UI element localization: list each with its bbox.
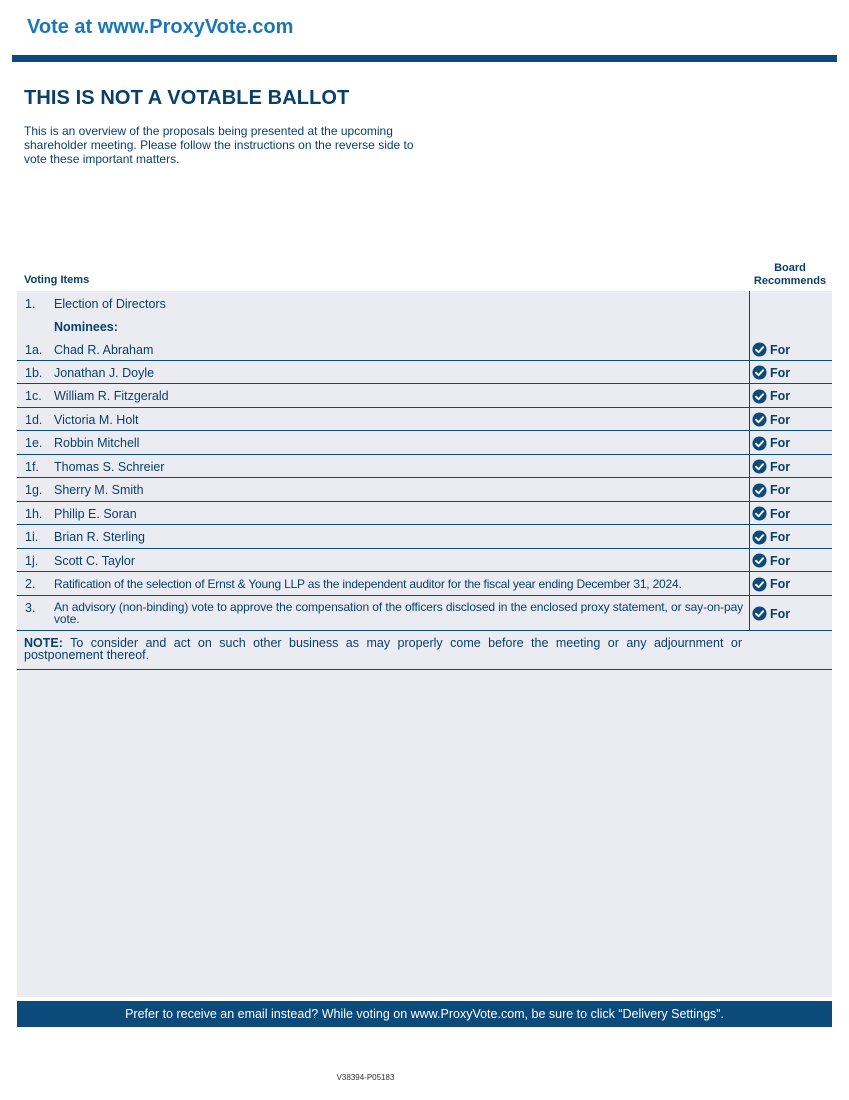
item-text: Scott C. Taylor	[54, 553, 136, 568]
recommendation-label: For	[770, 365, 791, 380]
item-text: Ratification of the selection of Ernst & Young LLP as the independent auditor for the fiscal year ending December 31, 2024.	[54, 577, 682, 591]
table-row	[17, 526, 832, 549]
recommendation-label: For	[770, 459, 791, 474]
recommendation-label: For	[770, 606, 791, 621]
recommendation-label: For	[770, 342, 791, 357]
table-row	[17, 362, 832, 384]
table-row	[17, 339, 832, 361]
item-number: 1i.	[25, 530, 39, 544]
header-divider	[12, 55, 837, 62]
item-text: Robbin Mitchell	[54, 436, 140, 450]
recommendation-label: For	[770, 553, 791, 568]
table-row	[17, 317, 832, 336]
board-recommends-line2: Recommends	[753, 275, 827, 287]
item-text: Philip E. Soran	[54, 506, 137, 521]
board-recommends-header	[749, 262, 831, 288]
recommendation-label: For	[770, 436, 791, 450]
item-number: 1b.	[25, 365, 43, 380]
check-circle-icon	[752, 436, 767, 451]
item-text: Brian R. Sterling	[54, 530, 146, 544]
recommendation	[752, 553, 790, 568]
table-row	[17, 432, 832, 455]
item-number: 1f.	[25, 459, 39, 474]
recommendation-label: For	[770, 506, 791, 521]
table-row	[17, 503, 832, 525]
table-row	[17, 550, 832, 572]
item-text: William R. Fitzgerald	[54, 389, 169, 403]
item-text: Thomas S. Schreier	[54, 459, 165, 474]
table-row	[17, 294, 832, 313]
recommendation-label: For	[770, 483, 791, 497]
recommendation-label: For	[770, 577, 791, 591]
note-body: To consider and act on such other business as may properly come before the meeting or any adjournment or postponement thereof.	[24, 636, 742, 662]
check-circle-icon	[752, 553, 767, 568]
item-number: 1h.	[25, 506, 43, 521]
table-row	[17, 385, 832, 408]
item-text: Jonathan J. Doyle	[54, 365, 155, 380]
check-circle-icon	[752, 577, 767, 592]
recommendation	[752, 459, 790, 474]
item-number: 1a.	[25, 342, 43, 357]
item-number: 1e.	[25, 436, 43, 450]
table-row	[17, 456, 832, 478]
check-circle-icon	[752, 342, 767, 357]
check-circle-icon	[752, 389, 767, 404]
check-circle-icon	[752, 412, 767, 427]
document-code: V38394-P05183	[336, 1073, 395, 1082]
item-number: 1g.	[25, 483, 43, 497]
item-text: Victoria M. Holt	[54, 412, 139, 427]
item-number: 1j.	[25, 553, 39, 568]
table-row	[17, 409, 832, 431]
item-text: Sherry M. Smith	[54, 483, 144, 497]
item-number: 1.	[25, 296, 36, 311]
check-circle-icon	[752, 506, 767, 521]
item-text: Election of Directors	[54, 296, 166, 311]
check-circle-icon	[752, 365, 767, 380]
table-row	[17, 573, 832, 596]
recommendation	[752, 342, 790, 357]
voting-items-header: Voting Items	[24, 274, 90, 286]
item-number: 1d.	[25, 412, 43, 427]
check-circle-icon	[752, 483, 767, 498]
recommendation-label: For	[770, 530, 791, 544]
recommendation	[752, 436, 790, 451]
item-text: An advisory (non-binding) vote to approve the compensation of the officers disclosed in the enclosed proxy statement, or say-on-pay vote.	[54, 600, 744, 626]
note-text	[24, 637, 742, 661]
table-row	[17, 479, 832, 502]
note-divider	[17, 669, 832, 670]
item-number: 2.	[25, 577, 36, 591]
recommendation	[752, 389, 790, 404]
check-circle-icon	[752, 459, 767, 474]
recommendation	[752, 530, 790, 545]
intro-text: This is an overview of the proposals being presented at the upcoming shareholder meeting. Please follow the instructions on the reverse side to vote these important matters.	[24, 124, 414, 166]
recommendation	[752, 506, 790, 521]
page-title: THIS IS NOT A VOTABLE BALLOT	[24, 87, 350, 109]
nominees-heading: Nominees:	[54, 319, 118, 334]
item-text: Chad R. Abraham	[54, 342, 154, 357]
recommendation	[752, 606, 790, 621]
board-recommends-line1: Board	[774, 262, 806, 274]
item-number: 3.	[25, 601, 36, 615]
recommendation	[752, 412, 790, 427]
recommendation	[752, 577, 790, 592]
brand-link[interactable]: Vote at www.ProxyVote.com	[27, 16, 294, 38]
check-circle-icon	[752, 606, 767, 621]
email-delivery-banner: Prefer to receive an email instead? While voting on www.ProxyVote.com, be sure to click “Delivery Settings”.	[17, 1001, 832, 1027]
note-label: NOTE:	[24, 636, 63, 650]
item-number: 1c.	[25, 389, 42, 403]
recommendation-label: For	[770, 389, 791, 403]
recommendation-label: For	[770, 412, 791, 427]
recommendation	[752, 365, 790, 380]
recommendation	[752, 483, 790, 498]
table-row	[17, 597, 832, 631]
check-circle-icon	[752, 530, 767, 545]
